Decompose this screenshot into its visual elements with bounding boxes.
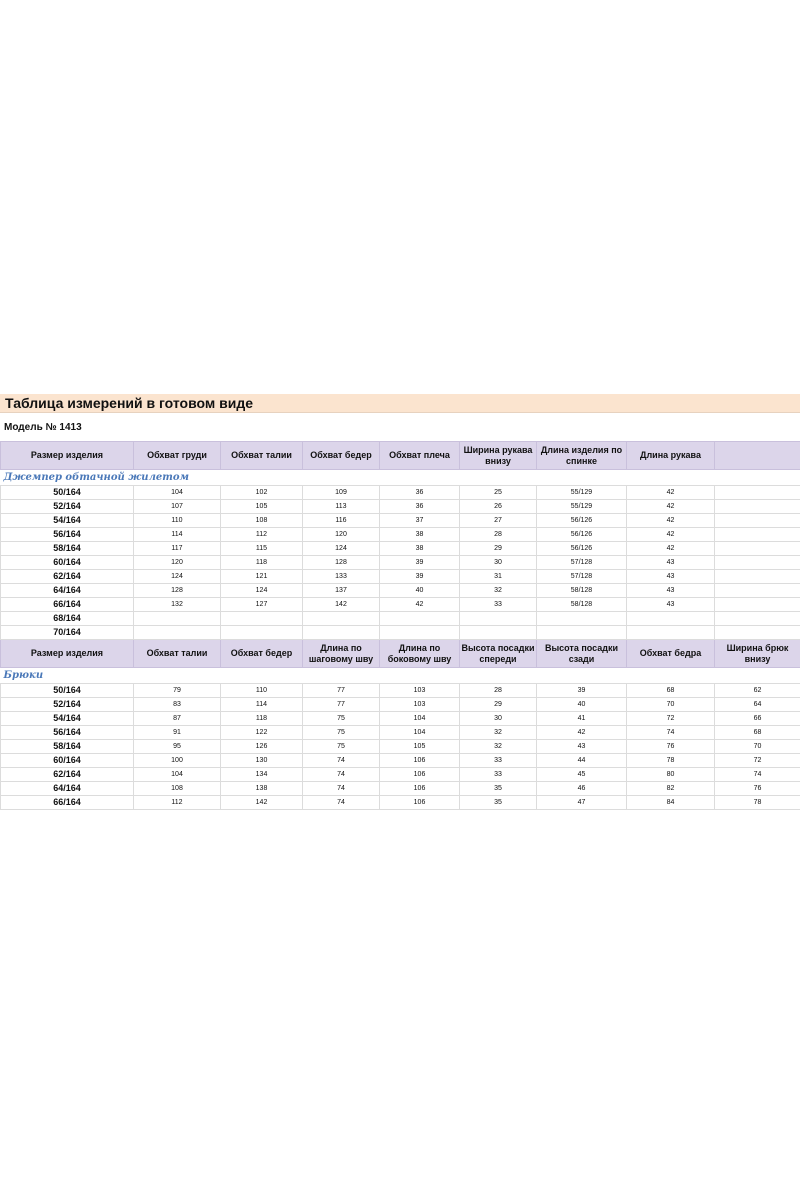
value-cell: 91 <box>134 726 221 740</box>
value-cell: 78 <box>715 796 800 810</box>
value-cell: 74 <box>303 754 380 768</box>
value-cell: 128 <box>303 556 380 570</box>
column-header: Длина по боковому шву <box>380 640 460 668</box>
value-cell: 110 <box>134 514 221 528</box>
value-cell: 95 <box>134 740 221 754</box>
size-cell: 60/164 <box>1 754 134 768</box>
value-cell: 114 <box>134 528 221 542</box>
value-cell: 104 <box>134 486 221 500</box>
value-cell: 57/128 <box>537 556 627 570</box>
value-cell: 105 <box>221 500 303 514</box>
table-row <box>1 726 800 740</box>
size-cell: 56/164 <box>1 726 134 740</box>
value-cell: 105 <box>380 740 460 754</box>
value-cell <box>134 626 221 640</box>
value-cell: 40 <box>537 698 627 712</box>
value-cell: 43 <box>627 570 715 584</box>
jumper-header-row <box>1 442 800 470</box>
value-cell: 103 <box>380 698 460 712</box>
value-cell: 39 <box>537 684 627 698</box>
value-cell: 84 <box>627 796 715 810</box>
value-cell: 56/126 <box>537 528 627 542</box>
size-cell: 66/164 <box>1 598 134 612</box>
value-cell: 43 <box>627 584 715 598</box>
value-cell: 112 <box>221 528 303 542</box>
value-cell: 70 <box>627 698 715 712</box>
value-cell: 39 <box>380 570 460 584</box>
table-row <box>1 712 800 726</box>
value-cell: 113 <box>303 500 380 514</box>
size-cell: 54/164 <box>1 514 134 528</box>
value-cell: 124 <box>303 542 380 556</box>
value-cell <box>221 626 303 640</box>
value-cell: 107 <box>134 500 221 514</box>
value-cell <box>715 500 800 514</box>
table-row <box>1 782 800 796</box>
value-cell <box>221 612 303 626</box>
value-cell: 36 <box>380 486 460 500</box>
value-cell: 78 <box>627 754 715 768</box>
value-cell <box>537 612 627 626</box>
value-cell: 116 <box>303 514 380 528</box>
value-cell: 138 <box>221 782 303 796</box>
value-cell: 68 <box>715 726 800 740</box>
size-cell: 68/164 <box>1 612 134 626</box>
table-row <box>1 796 800 810</box>
value-cell: 58/128 <box>537 598 627 612</box>
value-cell: 56/126 <box>537 514 627 528</box>
value-cell: 126 <box>221 740 303 754</box>
size-cell: 50/164 <box>1 486 134 500</box>
size-cell: 50/164 <box>1 684 134 698</box>
value-cell: 121 <box>221 570 303 584</box>
value-cell: 30 <box>460 712 537 726</box>
value-cell: 44 <box>537 754 627 768</box>
value-cell: 122 <box>221 726 303 740</box>
value-cell: 104 <box>134 768 221 782</box>
value-cell: 31 <box>460 570 537 584</box>
column-header: Обхват бедер <box>303 442 380 470</box>
value-cell: 70 <box>715 740 800 754</box>
size-cell: 54/164 <box>1 712 134 726</box>
table-row <box>1 598 800 612</box>
value-cell <box>715 556 800 570</box>
table-row <box>1 612 800 626</box>
value-cell: 106 <box>380 796 460 810</box>
value-cell: 55/129 <box>537 486 627 500</box>
value-cell: 29 <box>460 698 537 712</box>
table-row <box>1 584 800 598</box>
value-cell: 115 <box>221 542 303 556</box>
column-header: Обхват бедер <box>221 640 303 668</box>
value-cell: 42 <box>537 726 627 740</box>
column-header: Обхват талии <box>221 442 303 470</box>
value-cell: 83 <box>134 698 221 712</box>
value-cell <box>303 626 380 640</box>
column-header: Обхват бедра <box>627 640 715 668</box>
value-cell: 108 <box>221 514 303 528</box>
value-cell: 38 <box>380 528 460 542</box>
column-header: Обхват плеча <box>380 442 460 470</box>
value-cell: 104 <box>380 712 460 726</box>
measurement-table <box>0 441 800 810</box>
size-cell: 64/164 <box>1 782 134 796</box>
value-cell: 75 <box>303 712 380 726</box>
value-cell: 72 <box>627 712 715 726</box>
value-cell: 118 <box>221 556 303 570</box>
value-cell: 132 <box>134 598 221 612</box>
value-cell: 38 <box>380 542 460 556</box>
jumper-section-row <box>1 470 800 486</box>
value-cell: 28 <box>460 528 537 542</box>
value-cell: 133 <box>303 570 380 584</box>
value-cell: 77 <box>303 698 380 712</box>
table-row <box>1 486 800 500</box>
value-cell: 124 <box>221 584 303 598</box>
sheet-title: Таблица измерений в готовом виде <box>0 394 800 413</box>
value-cell <box>715 584 800 598</box>
value-cell: 37 <box>380 514 460 528</box>
value-cell: 42 <box>627 500 715 514</box>
value-cell <box>715 570 800 584</box>
value-cell: 128 <box>134 584 221 598</box>
size-cell: 56/164 <box>1 528 134 542</box>
value-cell: 120 <box>134 556 221 570</box>
value-cell: 74 <box>303 768 380 782</box>
size-cell: 58/164 <box>1 542 134 556</box>
value-cell: 102 <box>221 486 303 500</box>
value-cell: 42 <box>627 528 715 542</box>
section-label: Джемпер обтачной жилетом <box>1 470 800 486</box>
value-cell: 117 <box>134 542 221 556</box>
value-cell: 46 <box>537 782 627 796</box>
value-cell: 62 <box>715 684 800 698</box>
value-cell: 32 <box>460 740 537 754</box>
size-cell: 64/164 <box>1 584 134 598</box>
value-cell: 41 <box>537 712 627 726</box>
value-cell: 55/129 <box>537 500 627 514</box>
value-cell: 127 <box>221 598 303 612</box>
value-cell: 74 <box>715 768 800 782</box>
value-cell: 120 <box>303 528 380 542</box>
value-cell: 27 <box>460 514 537 528</box>
column-header: Обхват груди <box>134 442 221 470</box>
value-cell: 36 <box>380 500 460 514</box>
value-cell: 58/128 <box>537 584 627 598</box>
value-cell: 75 <box>303 740 380 754</box>
value-cell: 108 <box>134 782 221 796</box>
value-cell <box>537 626 627 640</box>
value-cell: 74 <box>303 796 380 810</box>
value-cell <box>715 612 800 626</box>
value-cell: 77 <box>303 684 380 698</box>
column-header: Размер изделия <box>1 442 134 470</box>
value-cell: 64 <box>715 698 800 712</box>
value-cell: 137 <box>303 584 380 598</box>
value-cell: 142 <box>303 598 380 612</box>
value-cell: 118 <box>221 712 303 726</box>
value-cell <box>627 612 715 626</box>
table-row <box>1 768 800 782</box>
value-cell: 80 <box>627 768 715 782</box>
value-cell: 45 <box>537 768 627 782</box>
table-row <box>1 514 800 528</box>
value-cell: 106 <box>380 754 460 768</box>
value-cell: 103 <box>380 684 460 698</box>
size-cell: 58/164 <box>1 740 134 754</box>
value-cell: 75 <box>303 726 380 740</box>
value-cell: 130 <box>221 754 303 768</box>
value-cell: 82 <box>627 782 715 796</box>
size-cell: 70/164 <box>1 626 134 640</box>
table-row <box>1 754 800 768</box>
value-cell <box>715 542 800 556</box>
value-cell: 104 <box>380 726 460 740</box>
size-cell: 52/164 <box>1 500 134 514</box>
value-cell <box>715 514 800 528</box>
size-cell: 60/164 <box>1 556 134 570</box>
column-header <box>715 442 800 470</box>
column-header: Обхват талии <box>134 640 221 668</box>
value-cell <box>303 612 380 626</box>
value-cell <box>460 612 537 626</box>
size-cell: 66/164 <box>1 796 134 810</box>
value-cell: 26 <box>460 500 537 514</box>
value-cell: 76 <box>627 740 715 754</box>
value-cell: 124 <box>134 570 221 584</box>
value-cell: 56/126 <box>537 542 627 556</box>
value-cell: 30 <box>460 556 537 570</box>
model-number: Модель № 1413 <box>4 422 82 433</box>
value-cell: 106 <box>380 768 460 782</box>
value-cell: 76 <box>715 782 800 796</box>
value-cell <box>715 486 800 500</box>
value-cell: 74 <box>627 726 715 740</box>
pants-header-row <box>1 640 800 668</box>
size-cell: 62/164 <box>1 768 134 782</box>
table-row <box>1 626 800 640</box>
value-cell <box>715 528 800 542</box>
value-cell: 43 <box>627 556 715 570</box>
table-row <box>1 698 800 712</box>
column-header: Размер изделия <box>1 640 134 668</box>
value-cell: 114 <box>221 698 303 712</box>
column-header: Высота посадки сзади <box>537 640 627 668</box>
value-cell: 42 <box>380 598 460 612</box>
value-cell: 43 <box>537 740 627 754</box>
column-header: Длина по шаговому шву <box>303 640 380 668</box>
table-row <box>1 570 800 584</box>
value-cell: 43 <box>627 598 715 612</box>
value-cell: 109 <box>303 486 380 500</box>
value-cell: 33 <box>460 754 537 768</box>
value-cell: 57/128 <box>537 570 627 584</box>
value-cell <box>715 626 800 640</box>
value-cell: 87 <box>134 712 221 726</box>
value-cell <box>134 612 221 626</box>
column-header: Высота посадки спереди <box>460 640 537 668</box>
value-cell: 33 <box>460 768 537 782</box>
value-cell: 142 <box>221 796 303 810</box>
section-label: Брюки <box>1 668 800 684</box>
column-header: Ширина брюк внизу <box>715 640 800 668</box>
value-cell <box>460 626 537 640</box>
table-row <box>1 740 800 754</box>
value-cell: 106 <box>380 782 460 796</box>
value-cell: 74 <box>303 782 380 796</box>
value-cell: 39 <box>380 556 460 570</box>
value-cell: 29 <box>460 542 537 556</box>
value-cell: 35 <box>460 796 537 810</box>
value-cell: 112 <box>134 796 221 810</box>
value-cell: 33 <box>460 598 537 612</box>
table-row <box>1 528 800 542</box>
value-cell <box>380 612 460 626</box>
value-cell: 40 <box>380 584 460 598</box>
value-cell <box>627 626 715 640</box>
value-cell: 134 <box>221 768 303 782</box>
value-cell: 25 <box>460 486 537 500</box>
table-row <box>1 500 800 514</box>
value-cell: 68 <box>627 684 715 698</box>
column-header: Длина изделия по спинке <box>537 442 627 470</box>
table-row <box>1 556 800 570</box>
column-header: Длина рукава <box>627 442 715 470</box>
value-cell: 28 <box>460 684 537 698</box>
value-cell: 110 <box>221 684 303 698</box>
table-row <box>1 542 800 556</box>
value-cell: 42 <box>627 542 715 556</box>
value-cell: 42 <box>627 486 715 500</box>
pants-section-row <box>1 668 800 684</box>
value-cell: 32 <box>460 726 537 740</box>
measurement-sheet <box>0 394 800 810</box>
value-cell: 42 <box>627 514 715 528</box>
table-row <box>1 684 800 698</box>
value-cell: 35 <box>460 782 537 796</box>
value-cell: 79 <box>134 684 221 698</box>
value-cell: 72 <box>715 754 800 768</box>
value-cell: 100 <box>134 754 221 768</box>
value-cell <box>715 598 800 612</box>
value-cell: 47 <box>537 796 627 810</box>
value-cell: 32 <box>460 584 537 598</box>
value-cell <box>380 626 460 640</box>
size-cell: 62/164 <box>1 570 134 584</box>
size-cell: 52/164 <box>1 698 134 712</box>
column-header: Ширина рукава внизу <box>460 442 537 470</box>
value-cell: 66 <box>715 712 800 726</box>
